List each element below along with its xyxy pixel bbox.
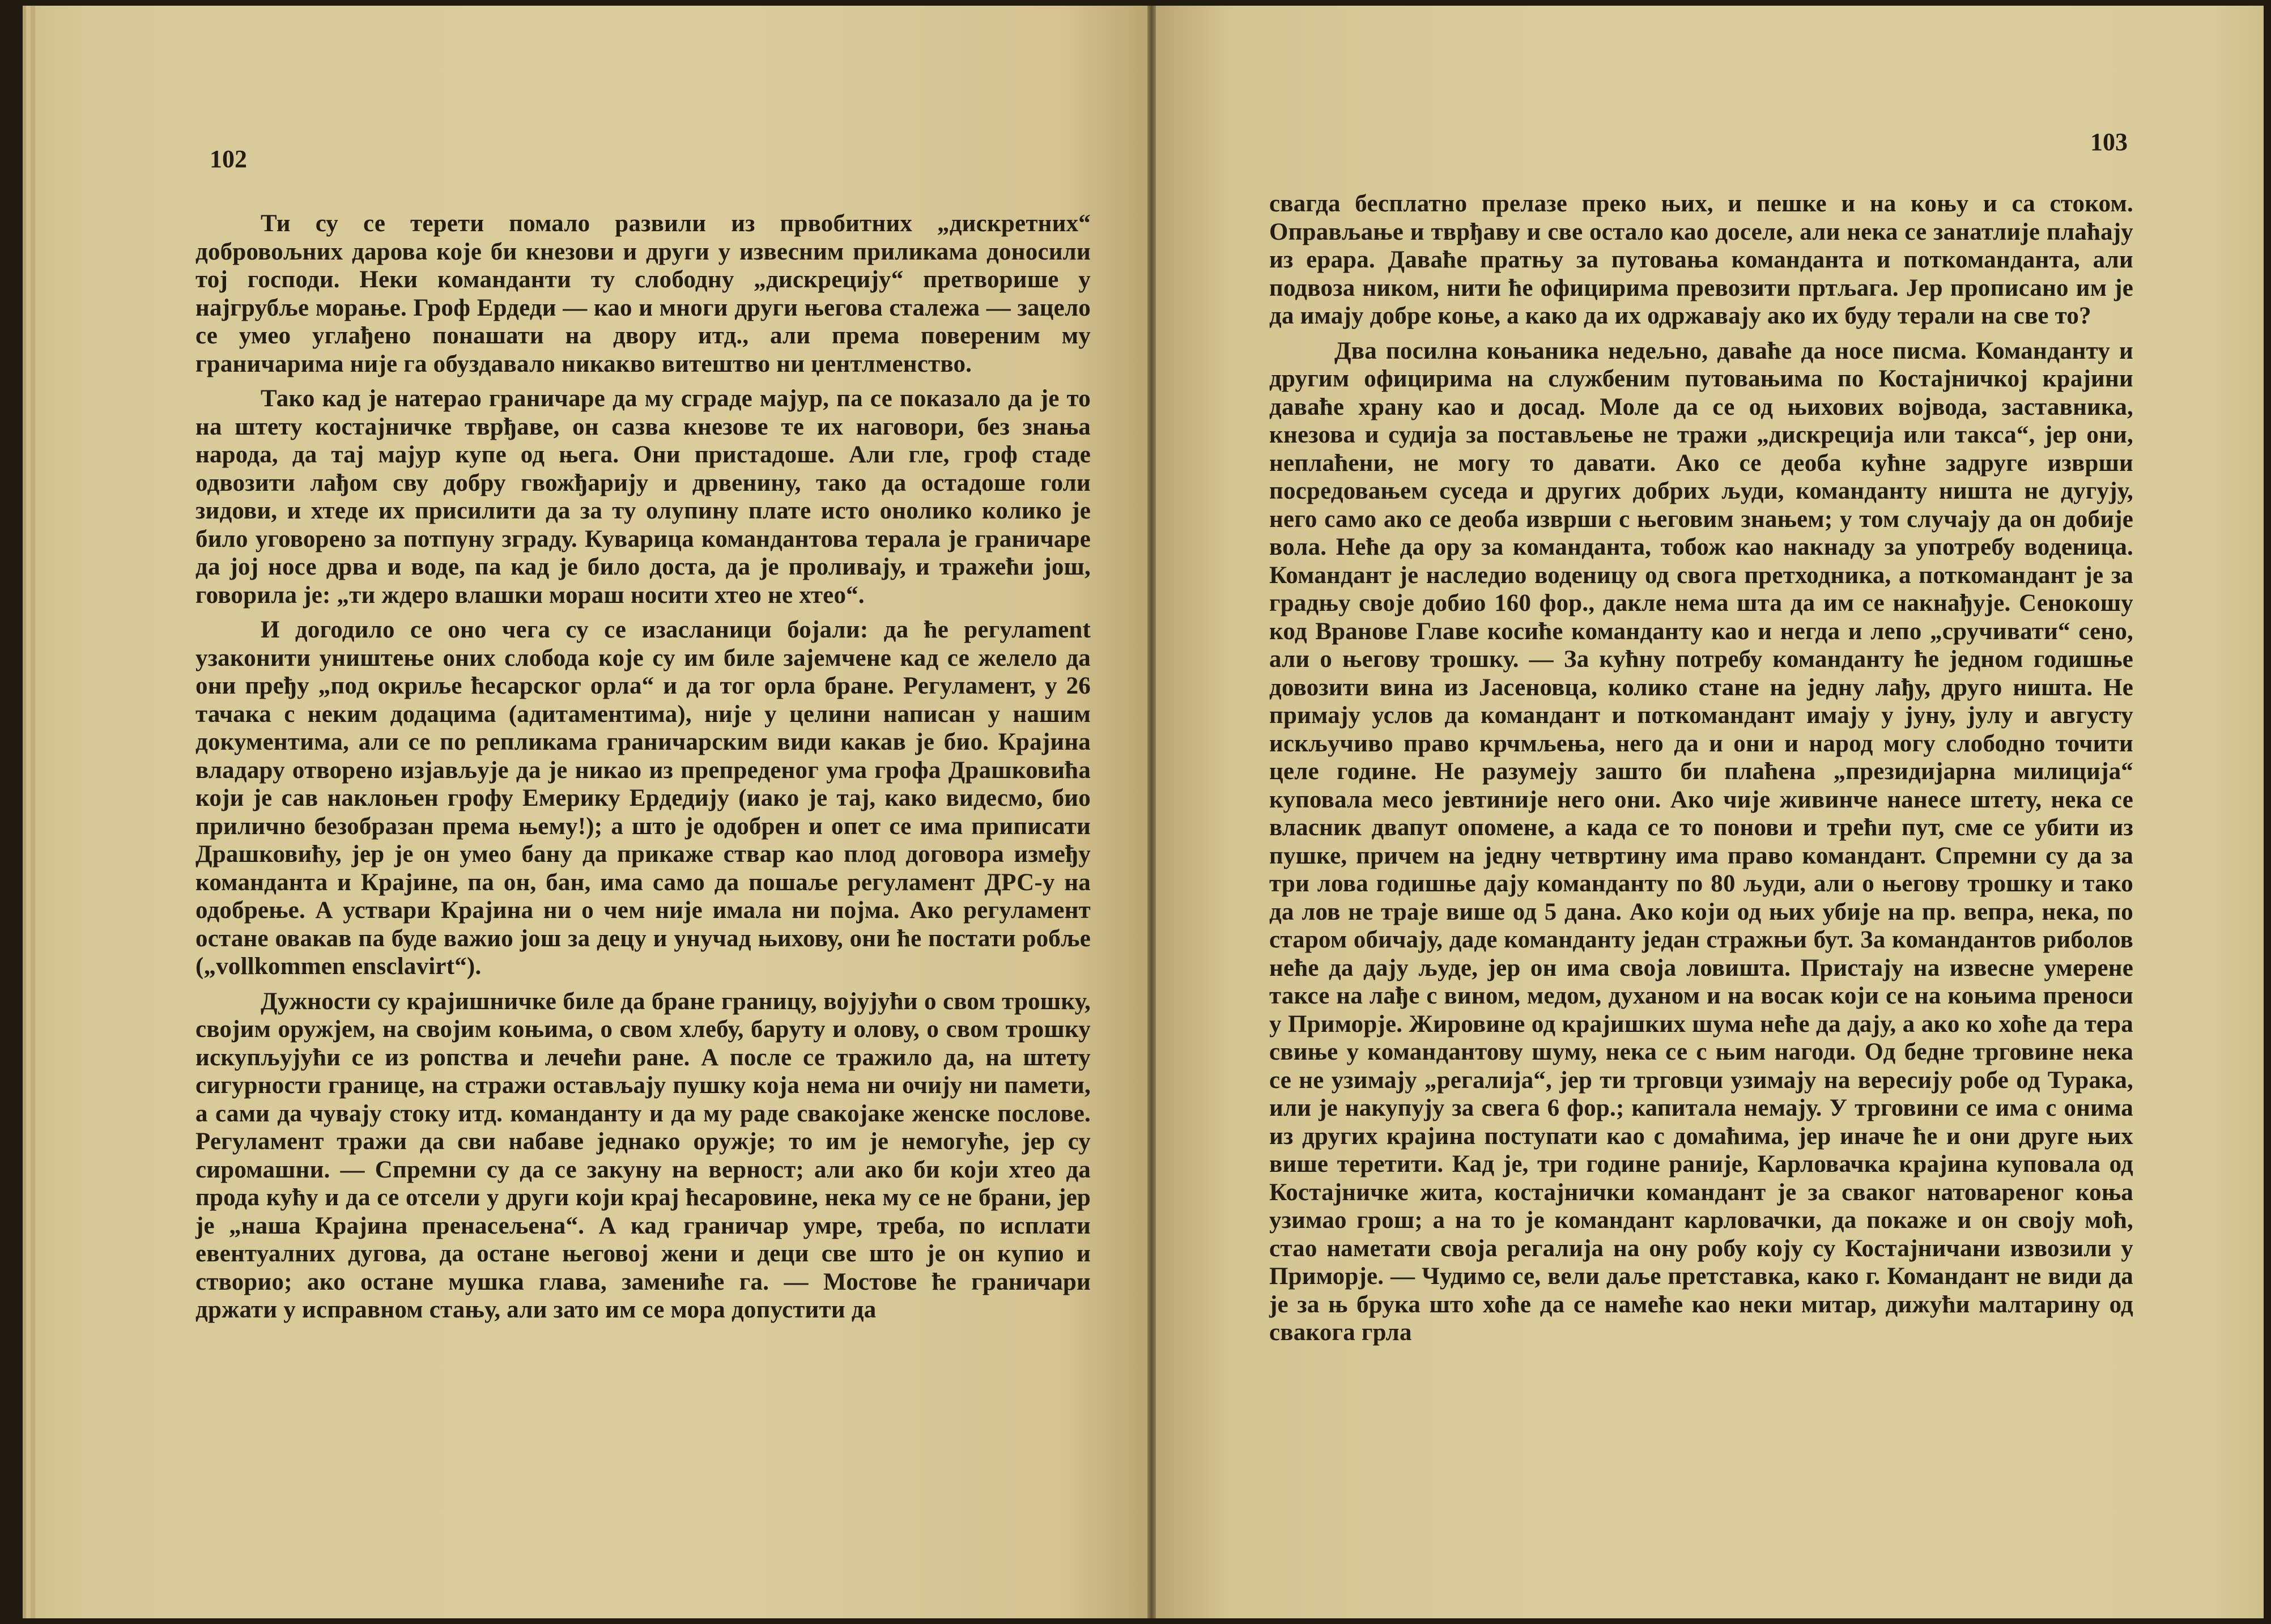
right-page	[1156, 6, 2264, 1618]
paragraph: Дужности су крајишничке биле да бране границу, војујући о свом трошку, својим оружјем, на својим коњима, о свом хлебу, барyту и олову, о свом трошку искупљујући се из ропства и лечећи ране. А после се тражило да, на штету сигурности границе, на стражи остављају пушку која нема ни очију ни памети, а сами да чувају стоку итд. команданту и да му раде свакојаке женске послове. Регуламент тражи да сви набаве једнако оружје; то им је немогуће, јер су сиромашни. — Спремни су да се закуну на верност; али ако би који хтео да прода кућу и да се отсели у други који крај ћесаровине, нека му се не брани, јер је „наша Крајина пренасељена“. А кад граничар умре, треба, по исплати евентуалних дугова, да остане његовој жени и деци све што је он купио и створио; ако остане мушка глава, замениће га. — Мостове ће граничари држати у исправном стању, али зато им се мора допустити да	[195, 988, 1091, 1323]
left-page	[23, 6, 1147, 1618]
paragraph: Ти су се терети помало развили из првобитних „дискретних“ добровољних дарова које би кнезови и други у извесним приликама доносили тој господи. Неки команданти ту слободну „дискрецију“ претворише у најгрубље морање. Гроф Ердеди — као и многи други његова сталежа — зацело се умео углађено понашати на двору итд., али према повереним му граничарима није га обуздавало никакво витештво ни џентлменство.	[195, 210, 1091, 377]
paragraph: И догодило се оно чега су се изасланици бојали: да ће регулament узаконити уништење оних слобода које су им биле зајемчене кад се желело да они пређу „под окриље ћесарског орла“ и да тог орла бране. Регуламент, у 26 тачака с неким додацима (адитаментима), није у целини написан у нашим документима, али се по репликама граничарским види какав је био. Крајина владару отворено изјављује да је никао из препреденог ума грофа Драшковића који је сав наклоњен грофу Емерику Ердедију (иако је тај, како видесмо, био прилично безобразан према њему!); а што је одобрен и опет се има приписати Драшковићу, јер је он умео бану да прикаже ствар као плод договора између команданта и Крајине, па он, бан, има само да пошаље регуламент ДРС-у на одобрење. А уствари Крајина ни о чем није имала ни појма. Ако регуламент остане овакав па буде важио још за децу и унучад њихову, они ће постати робље („vollkommen ensclavirt“).	[195, 617, 1091, 980]
right-page-text	[1269, 190, 2133, 1347]
page-number-right: 103	[2090, 128, 2128, 156]
paragraph: Тако кад је натерао граничаре да му сграде мајур, па се показало да је то на штету костајничке тврђаве, он сазва кнезове те их наговори, без знања народа, да тај мајур купе од њега. Они пристадоше. Али гле, гроф стаде одвозити лађом сву добру гвожђарију и дрвенину, тако да остадоше голи зидови, и хтеде их присилити да за ту олупину плате исто онолико колико је било уговорено за потпуну зграду. Куварица командантова терала је граничаре да јој носе дрва и воде, па кад је било доста, да је проливају, и тражећи још, говорила је: „ти ждеро влашки мораш носити хтео не хтео“.	[195, 385, 1091, 609]
left-page-text	[195, 210, 1091, 1324]
book-gutter	[1147, 6, 1156, 1618]
paragraph: Два посилна коњаника недељно, даваће да носе писма. Команданту и другим официрима на службеним путовањима по Костајничкој крајини даваће храну као и досад. Моле да се од њихових војвода, заставника, кнезова и судија за постављење не тражи „дискреција или такса“, јер они, неплаћени, не могу то давати. Ако се деоба кућне задруге изврши посредовањем суседа и других добрих људи, команданту ништа не дугују, него само ако се деоба изврши с његовим знањем; у том случају да он добије вола. Неће да ору за команданта, тобож као накнаду за употребу воденица. Командант је наследио воденицу од свога претходника, а поткомандант је за градњу своје добио 160 фор., дакле нема шта да им се накнађује. Сенокошу код Вранове Главе косиће команданту као и негда и лепо „сручивати“ сено, али о његову трошку. — За кућну потребу команданту ће једном годишње довозити вина из Јасеновца, колико стане на једну лађу, друго ништа. Не примају услов да командант и поткомандант имају у јуну, јулу и августу искључиво право крчмљења, него да и они и народ могу слободно точити целе године. Не разумеју зашто би плаћена „президијарна милиција“ куповала месо јевтиније него они. Ако чије живинче нанесе штету, нека се власник двапут опомене, а када се то понови и трећи пут, сме се убити из пушке, причем на једну четвртину има право командант. Спремни су да за три лова годишње дају команданту по 80 људи, али о његову трошку и тако да лов не траје више од 5 дана. Ако који од њих убије на пр. вепра, нека, по старом обичају, даде команданту један стражњи бут. За командантов риболов неће да дају људе, јер он има своја ловишта. Пристају на извесне умерене таксе на лађе с вином, медом, духаном и на восак који се на коњима преноси у Приморје. Жировине од крајишких шума неће да дају, а ако ко хоће да тера свиње у командантову шуму, нека се с њим нагоди. Од бедне трговине нека се не узимају „регалија“, јер ти трговци узимају на вересију робе од Турака, или је накупују за свега 6 фор.; капитала немају. У трговини се има с онима из других крајина поступати као с домаћима, јер иначе ће и они друге њих више теретити. Кад је, три године раније, Карловачка крајина куповала од Костајничке жита, костајнички командант је за сваког натовареног коња узимао грош; а на то је командант карловачки, да покаже и он своју моћ, стао наметати своја регалија на ону робу коју су Костајничани извозили у Приморје. — Чудимо се, вели даље претставка, како г. Командант не види да је за њ брука што хоће да се намеће као неки митар, дижући малтарину од свакога грла	[1269, 337, 2133, 1346]
page-number-left: 102	[210, 145, 247, 173]
paragraph: свагда бесплатно прелазе преко њих, и пешке и на коњу и са стоком. Оправљање и тврђаву и све остало као доселе, али нека се занатлије плаћају из ерара. Даваће пратњу за путовања команданта и поткоманданта, али подвоза ником, нити ће официрима превозити пртљага. Јер прописано им је да имају добре коње, а како да их одржавају ако их буду терали на све то?	[1269, 190, 2133, 329]
